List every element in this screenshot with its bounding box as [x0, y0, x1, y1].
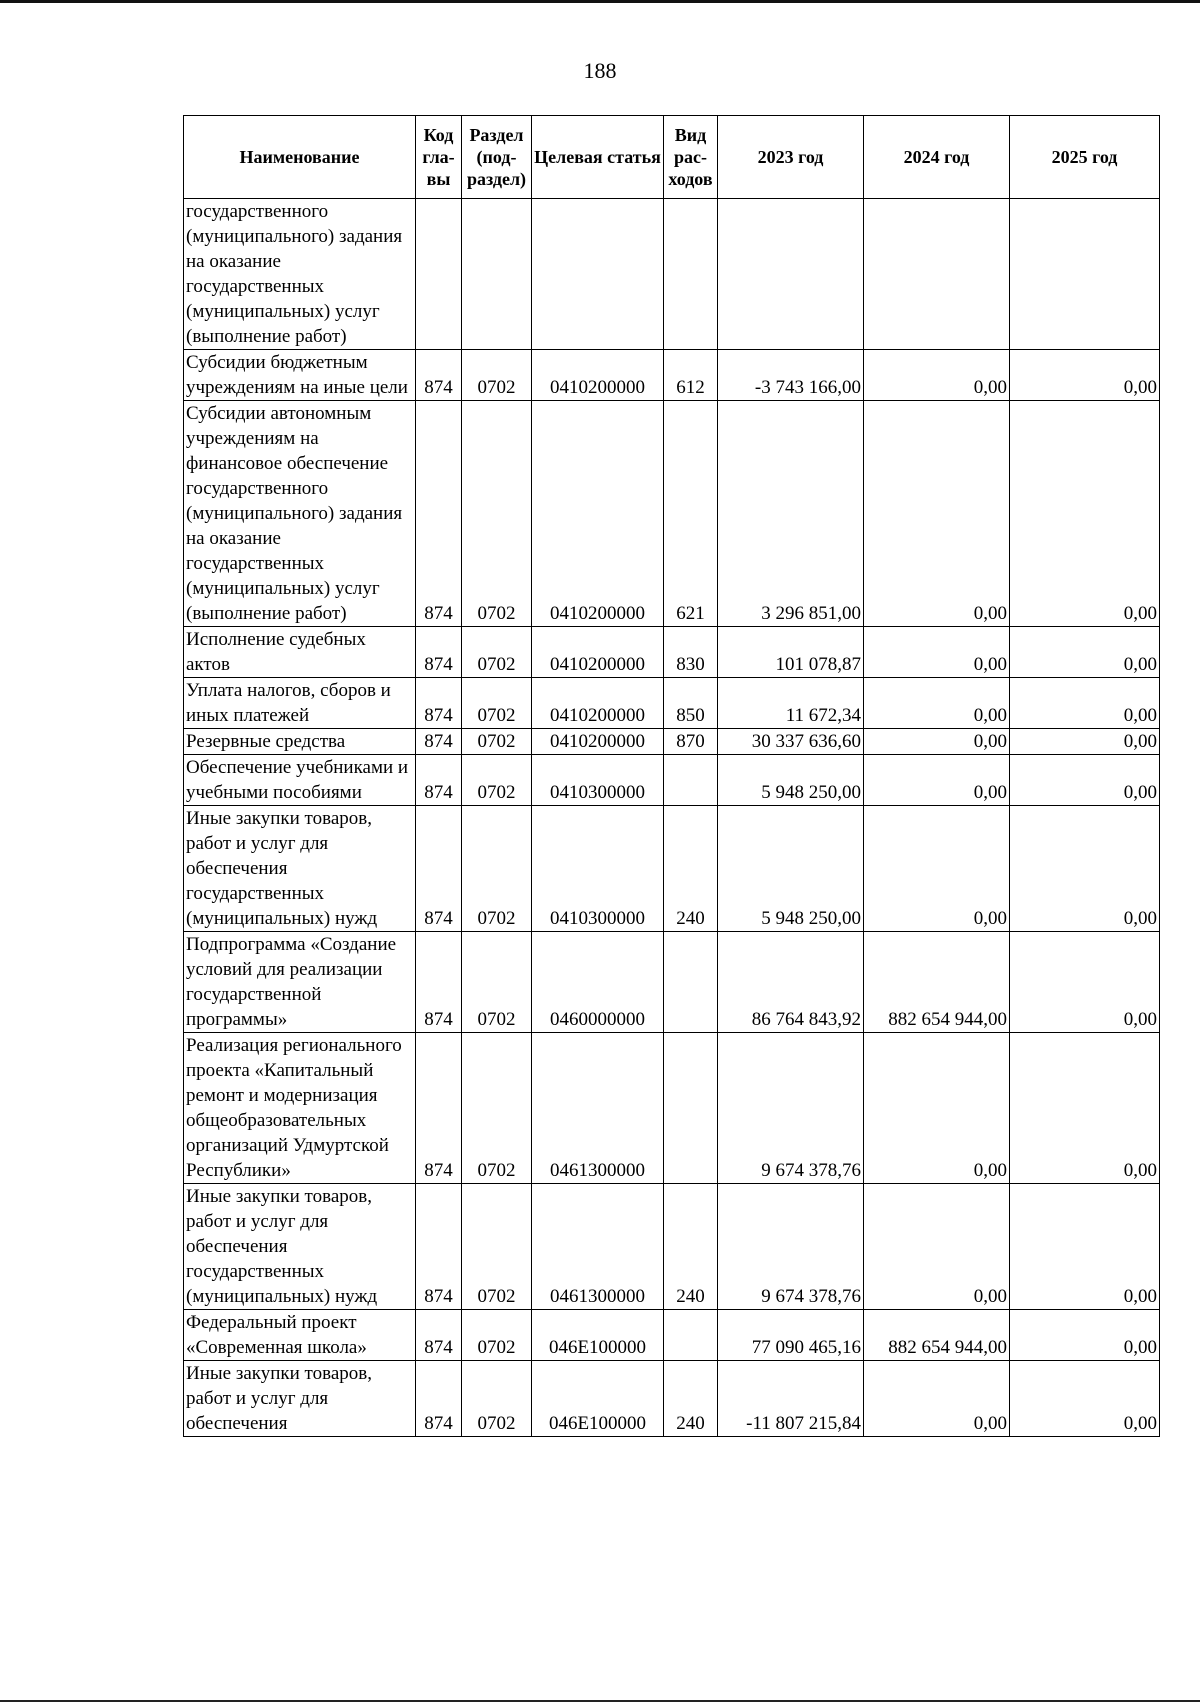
cell-chapter: 874	[416, 1310, 462, 1361]
cell-chapter: 874	[416, 932, 462, 1033]
cell-y2025: 0,00	[1010, 627, 1160, 678]
cell-y2024: 0,00	[864, 755, 1010, 806]
cell-kind: 850	[664, 678, 718, 729]
cell-y2023: 11 672,34	[718, 678, 864, 729]
cell-chapter: 874	[416, 678, 462, 729]
cell-y2023: 9 674 378,76	[718, 1033, 864, 1184]
page-number: 188	[583, 58, 617, 83]
cell-name: Обеспечение учебниками и учебными пособиями	[184, 755, 416, 806]
cell-section: 0702	[462, 932, 532, 1033]
cell-y2025: 0,00	[1010, 350, 1160, 401]
cell-kind: 830	[664, 627, 718, 678]
cell-kind	[664, 199, 718, 350]
cell-name: государственного (муниципального) задания на оказание государственных (муниципальных) услуг (выполнение работ)	[184, 199, 416, 350]
cell-name: Иные закупки товаров, работ и услуг для обеспечения государственных (муниципальных) нужд	[184, 1184, 416, 1310]
cell-section: 0702	[462, 1361, 532, 1437]
cell-target: 0461300000	[532, 1184, 664, 1310]
cell-target: 0410200000	[532, 678, 664, 729]
cell-name: Уплата налогов, сборов и иных платежей	[184, 678, 416, 729]
cell-name: Федеральный проект «Современная школа»	[184, 1310, 416, 1361]
cell-chapter: 874	[416, 755, 462, 806]
cell-y2025: 0,00	[1010, 806, 1160, 932]
cell-y2023: 86 764 843,92	[718, 932, 864, 1033]
table-row	[184, 1033, 1160, 1184]
cell-target: 0410300000	[532, 806, 664, 932]
cell-kind	[664, 1033, 718, 1184]
cell-kind: 612	[664, 350, 718, 401]
header-name: Наименование	[184, 116, 416, 199]
cell-chapter: 874	[416, 1033, 462, 1184]
cell-section: 0702	[462, 1184, 532, 1310]
table-row	[184, 806, 1160, 932]
cell-y2024: 0,00	[864, 806, 1010, 932]
cell-name: Исполнение судебных актов	[184, 627, 416, 678]
cell-y2023: -3 743 166,00	[718, 350, 864, 401]
cell-name: Субсидии бюджетным учреждениям на иные цели	[184, 350, 416, 401]
cell-target: 0410200000	[532, 729, 664, 755]
table-row	[184, 1184, 1160, 1310]
cell-kind: 240	[664, 806, 718, 932]
top-scan-border	[0, 0, 1200, 3]
cell-name: Субсидии автономным учреждениям на финансовое обеспечение государственного (муниципального) задания на оказание государственных (муниципальных) услуг (выполнение работ)	[184, 401, 416, 627]
cell-y2024: 0,00	[864, 401, 1010, 627]
cell-y2024: 0,00	[864, 1361, 1010, 1437]
cell-y2023	[718, 199, 864, 350]
cell-target: 046Е100000	[532, 1361, 664, 1437]
cell-y2025: 0,00	[1010, 729, 1160, 755]
cell-y2024: 0,00	[864, 729, 1010, 755]
cell-y2025: 0,00	[1010, 1361, 1160, 1437]
cell-y2025: 0,00	[1010, 1184, 1160, 1310]
table-row	[184, 1361, 1160, 1437]
cell-kind	[664, 1310, 718, 1361]
header-2025: 2025 год	[1010, 116, 1160, 199]
table-row	[184, 627, 1160, 678]
cell-target: 0410200000	[532, 401, 664, 627]
table-row	[184, 350, 1160, 401]
table-row	[184, 932, 1160, 1033]
cell-section: 0702	[462, 401, 532, 627]
cell-name: Иные закупки товаров, работ и услуг для обеспечения государственных (муниципальных) нужд	[184, 806, 416, 932]
bottom-scan-border	[0, 1700, 1200, 1702]
header-kind: Вид рас-ходов	[664, 116, 718, 199]
table-header-row	[184, 116, 1160, 199]
cell-chapter: 874	[416, 1361, 462, 1437]
cell-target: 0410200000	[532, 350, 664, 401]
cell-section: 0702	[462, 755, 532, 806]
table-row	[184, 729, 1160, 755]
cell-y2024	[864, 199, 1010, 350]
cell-name: Подпрограмма «Создание условий для реализации государственной программы»	[184, 932, 416, 1033]
header-2023: 2023 год	[718, 116, 864, 199]
cell-name: Иные закупки товаров, работ и услуг для обеспечения	[184, 1361, 416, 1437]
cell-kind: 870	[664, 729, 718, 755]
cell-y2024: 0,00	[864, 1184, 1010, 1310]
cell-y2024: 882 654 944,00	[864, 932, 1010, 1033]
cell-kind: 240	[664, 1184, 718, 1310]
cell-section	[462, 199, 532, 350]
header-2024: 2024 год	[864, 116, 1010, 199]
cell-target	[532, 199, 664, 350]
header-chapter: Код гла-вы	[416, 116, 462, 199]
cell-chapter: 874	[416, 729, 462, 755]
cell-kind	[664, 932, 718, 1033]
cell-y2024: 0,00	[864, 627, 1010, 678]
cell-y2025: 0,00	[1010, 755, 1160, 806]
cell-target: 0461300000	[532, 1033, 664, 1184]
header-target: Целевая статья	[532, 116, 664, 199]
cell-section: 0702	[462, 806, 532, 932]
cell-y2023: 9 674 378,76	[718, 1184, 864, 1310]
cell-y2025: 0,00	[1010, 932, 1160, 1033]
cell-y2025: 0,00	[1010, 401, 1160, 627]
cell-section: 0702	[462, 678, 532, 729]
cell-target: 0410300000	[532, 755, 664, 806]
cell-name: Резервные средства	[184, 729, 416, 755]
cell-y2023: 77 090 465,16	[718, 1310, 864, 1361]
cell-target: 0410200000	[532, 627, 664, 678]
cell-kind: 621	[664, 401, 718, 627]
table-row	[184, 1310, 1160, 1361]
budget-table	[183, 115, 1160, 1437]
cell-kind: 240	[664, 1361, 718, 1437]
cell-y2024: 0,00	[864, 1033, 1010, 1184]
cell-section: 0702	[462, 729, 532, 755]
cell-kind	[664, 755, 718, 806]
cell-section: 0702	[462, 350, 532, 401]
cell-section: 0702	[462, 1033, 532, 1184]
cell-chapter: 874	[416, 1184, 462, 1310]
header-section: Раздел (под-раздел)	[462, 116, 532, 199]
cell-y2023: -11 807 215,84	[718, 1361, 864, 1437]
cell-y2023: 3 296 851,00	[718, 401, 864, 627]
cell-section: 0702	[462, 1310, 532, 1361]
cell-y2023: 5 948 250,00	[718, 806, 864, 932]
cell-chapter: 874	[416, 806, 462, 932]
cell-y2024: 882 654 944,00	[864, 1310, 1010, 1361]
cell-y2023: 101 078,87	[718, 627, 864, 678]
cell-y2024: 0,00	[864, 350, 1010, 401]
cell-chapter: 874	[416, 401, 462, 627]
cell-target: 046Е100000	[532, 1310, 664, 1361]
cell-y2025	[1010, 199, 1160, 350]
table-row	[184, 401, 1160, 627]
cell-y2023: 30 337 636,60	[718, 729, 864, 755]
cell-chapter: 874	[416, 627, 462, 678]
cell-y2025: 0,00	[1010, 1310, 1160, 1361]
cell-y2023: 5 948 250,00	[718, 755, 864, 806]
table-row	[184, 755, 1160, 806]
table-row	[184, 199, 1160, 350]
cell-y2025: 0,00	[1010, 1033, 1160, 1184]
cell-section: 0702	[462, 627, 532, 678]
cell-y2025: 0,00	[1010, 678, 1160, 729]
cell-chapter	[416, 199, 462, 350]
cell-name: Реализация регионального проекта «Капитальный ремонт и модернизация общеобразовательных организаций Удмуртской Республики»	[184, 1033, 416, 1184]
cell-target: 0460000000	[532, 932, 664, 1033]
cell-chapter: 874	[416, 350, 462, 401]
table-row	[184, 678, 1160, 729]
cell-y2024: 0,00	[864, 678, 1010, 729]
